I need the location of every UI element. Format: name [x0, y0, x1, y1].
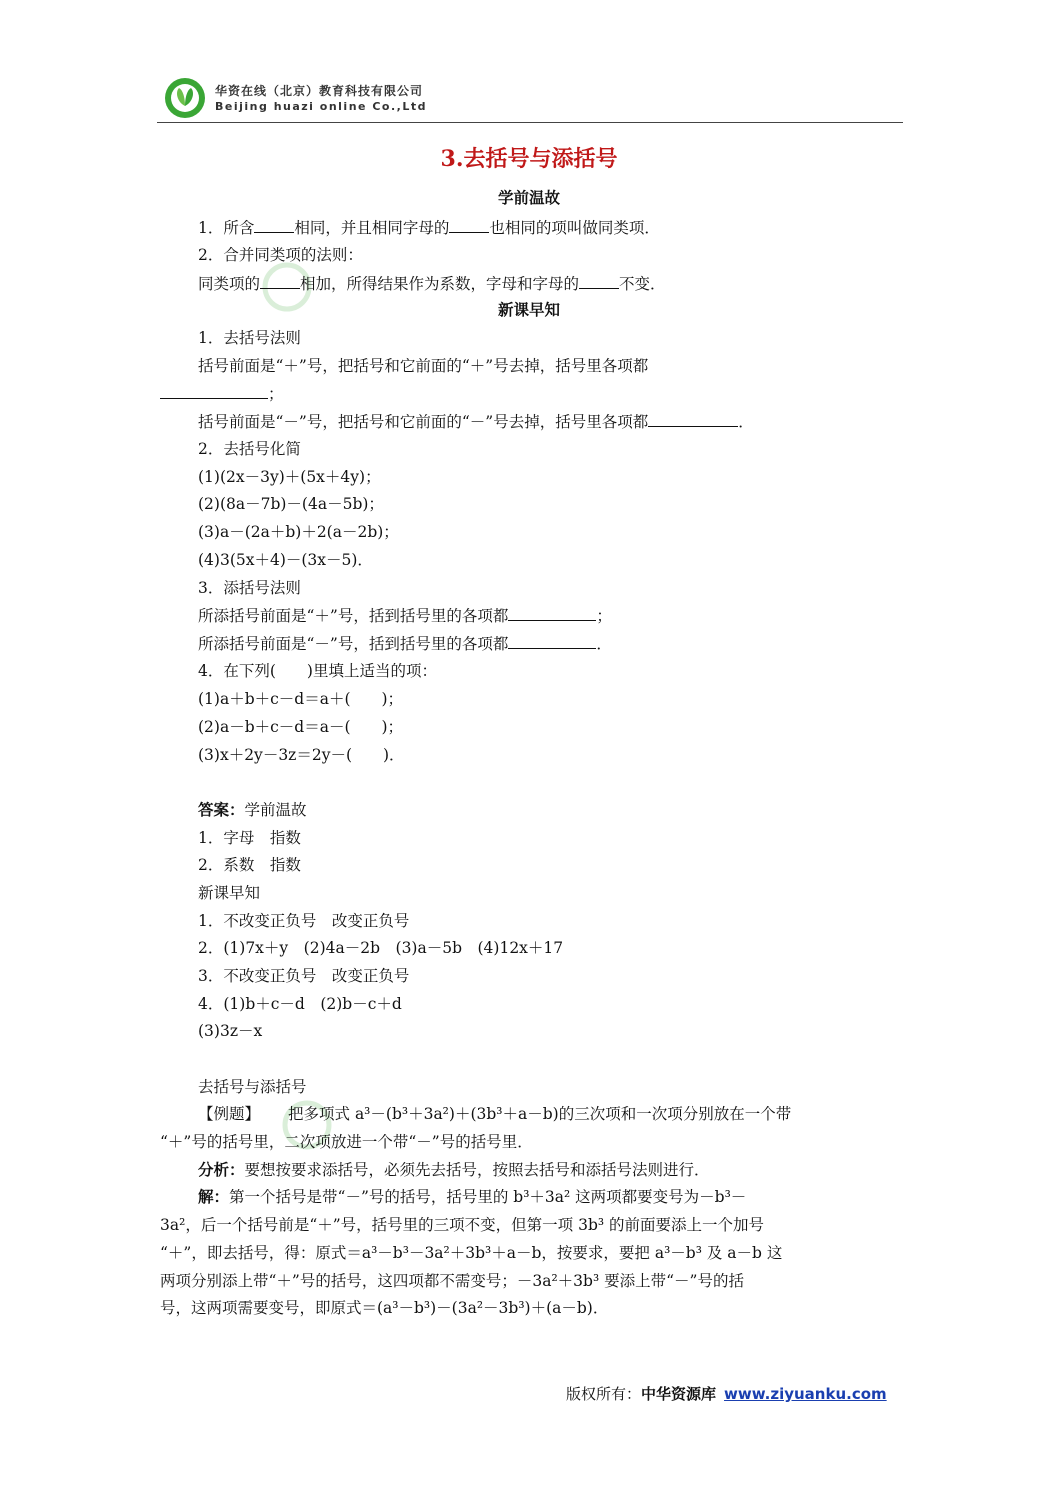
footer-label: 版权所有： [566, 1385, 642, 1403]
example-line-2: “＋”号的括号里，二次项放进一个带“－”号的括号里． [160, 1133, 533, 1151]
fill-blank[interactable] [579, 273, 619, 289]
section-heading-review: 学前温故 [497, 188, 560, 207]
new-rule-3-plus-text: 所添括号前面是“＋”号，括到括号里的各项都 [198, 607, 509, 625]
exercise-4-1: (1)a＋b＋c－d＝a＋( )； [198, 690, 404, 708]
example-line-1 [198, 1104, 791, 1124]
company-name-cn: 华资在线（北京）教育科技有限公司 [215, 84, 424, 98]
analysis-line [198, 1160, 710, 1180]
review-q2-part-c: 不变． [619, 275, 666, 293]
new-rule-3-minus [198, 633, 612, 654]
answers-heading [198, 800, 307, 820]
period: ． [738, 413, 754, 431]
fill-blank[interactable] [508, 633, 596, 649]
exercise-4-2: (2)a－b＋c－d＝a－( )； [198, 718, 404, 736]
solution-line-3: “＋”，即去括号，得：原式＝a³－b³－3a²＋3b³＋a－b，按要求，要把 a³－b³ 及 a－b 这 [160, 1244, 783, 1262]
exercise-4-3: (3)x＋2y－3z＝2y－( )． [198, 746, 405, 764]
period: ． [596, 635, 612, 653]
exercise-2-3: (3)a－(2a＋b)＋2(a－2b)； [198, 523, 399, 541]
answer-b2: 2．(1)7x＋y (2)4a－2b (3)a－5b (4)12x＋17 [198, 939, 564, 957]
analysis-label: 分析： [198, 1160, 245, 1179]
company-logo-icon [163, 76, 207, 120]
new-rule-3-minus-text: 所添括号前面是“－”号，括到括号里的各项都 [198, 635, 509, 653]
answers-label-rest: 学前温故 [244, 801, 307, 819]
review-q2-rule [198, 273, 666, 294]
company-name-en: Beijing huazi online Co.,Ltd [215, 100, 427, 113]
exercise-2-1: (1)(2x－3y)＋(5x＋4y)； [198, 468, 381, 486]
analysis-text: 要想按要求添括号，必须先去括号，按照去括号和添括号法则进行． [244, 1161, 710, 1179]
fill-blank[interactable] [449, 217, 489, 233]
exercise-2-4: (4)3(5x＋4)－(3x－5)． [198, 551, 373, 569]
section-heading-new: 新课早知 [497, 300, 560, 319]
review-q2-part-a: 同类项的 [198, 275, 261, 293]
fill-blank[interactable] [160, 383, 268, 399]
new-rule-1-minus-text: 括号前面是“－”号，把括号和它前面的“－”号去掉，括号里各项都 [198, 413, 649, 431]
example-text-1: 把多项式 a³－(b³＋3a²)＋(3b³＋a－b)的三次项和一次项分别放在一个带 [288, 1105, 792, 1123]
review-q2-part-b: 相加，所得结果作为系数，字母和字母的 [300, 275, 580, 293]
solution-text-1: 第一个括号是带“－”号的括号，括号里的 b³＋3a² 这两项都要变号为－b³－ [229, 1188, 747, 1206]
fill-blank[interactable] [260, 273, 300, 289]
review-q1 [198, 217, 660, 238]
footer-link[interactable]: www.ziyuanku.com [724, 1385, 887, 1403]
page-title: 3.去括号与添括号 [440, 146, 618, 172]
fill-blank[interactable] [254, 217, 294, 233]
answer-b1: 1．不改变正负号 改变正负号 [198, 912, 410, 930]
new-rule-2: 2．去括号化简 [198, 440, 301, 458]
semicolon: ； [596, 607, 612, 625]
new-rule-1-plus: 括号前面是“＋”号，把括号和它前面的“＋”号去掉，括号里各项都 [198, 357, 649, 375]
review-q2: 2．合并同类项的法则： [198, 246, 363, 264]
page-footer [566, 1383, 887, 1404]
footer-source: 中华资源库 [641, 1385, 717, 1403]
fill-blank[interactable] [648, 411, 738, 427]
new-rule-3-plus [198, 605, 612, 626]
answer-b3: 3．不改变正负号 改变正负号 [198, 967, 410, 985]
header-divider [157, 122, 903, 123]
example-tag: 【例题】 [198, 1105, 261, 1123]
answers-new-label: 新课早知 [198, 884, 261, 902]
answers-label: 答案： [198, 800, 245, 819]
new-rule-1: 1．去括号法则 [198, 329, 301, 347]
review-q1-part-a: 1．所含 [198, 219, 255, 237]
solution-line-2: 3a²，后一个括号前是“＋”号，括号里的三项不变，但第一项 3b³ 的前面要添上一个加号 [160, 1216, 765, 1234]
answer-b4: 4．(1)b＋c－d (2)b－c＋d [198, 995, 402, 1013]
exercise-2-2: (2)(8a－7b)－(4a－5b)； [198, 495, 384, 513]
fill-blank[interactable] [508, 605, 596, 621]
answer-b5: (3)3z－x [198, 1022, 263, 1040]
solution-line-5: 号，这两项需要变号，即原式＝(a³－b³)－(3a²－3b³)＋(a－b)． [160, 1299, 609, 1317]
solution-line-1 [198, 1187, 746, 1207]
solution-line-4: 两项分别添上带“＋”号的括号，这四项都不需变号；－3a²＋3b³ 要添上带“－”号的括 [160, 1272, 744, 1290]
semicolon: ； [268, 385, 284, 403]
new-rule-1-minus [198, 411, 754, 432]
new-rule-4: 4．在下列( )里填上适当的项： [198, 662, 437, 680]
page-header [163, 74, 903, 122]
new-rule-3: 3．添括号法则 [198, 579, 301, 597]
new-rule-1-plus-blank [160, 383, 284, 404]
review-q1-part-b: 相同，并且相同字母的 [294, 219, 450, 237]
answer-a1: 1．字母 指数 [198, 829, 301, 847]
review-q1-part-c: 也相同的项叫做同类项． [489, 219, 660, 237]
solution-label: 解： [198, 1187, 230, 1206]
example-heading: 去括号与添括号 [198, 1078, 307, 1096]
answer-a2: 2．系数 指数 [198, 856, 301, 874]
